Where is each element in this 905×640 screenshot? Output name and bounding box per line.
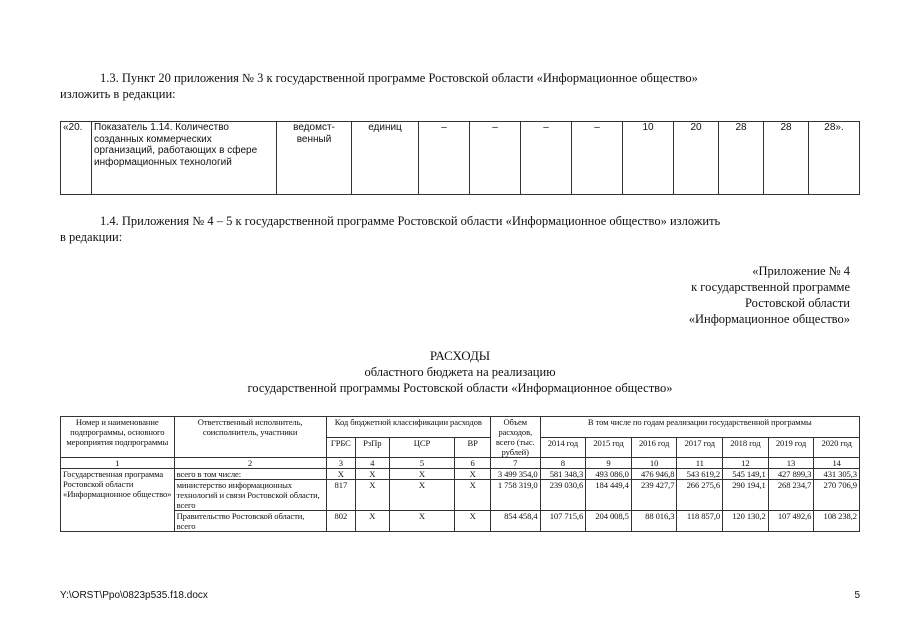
year-cell: 268 234,7 xyxy=(768,480,814,511)
appendix-header xyxy=(580,263,850,327)
csr-cell: X xyxy=(389,480,455,511)
column-number: 1 xyxy=(61,458,175,469)
executor-cell: Правительство Ростовской области, всего xyxy=(174,511,326,532)
rzpr-cell: X xyxy=(356,511,389,532)
table-row xyxy=(61,469,860,480)
indicator-unit: единиц xyxy=(352,122,419,195)
rzpr-cell: X xyxy=(356,469,389,480)
grbs-cell: X xyxy=(326,469,355,480)
appendix-line: Ростовской области xyxy=(745,296,850,310)
indicator-type: ведомст-венный xyxy=(277,122,352,195)
rzpr-cell: X xyxy=(356,480,389,511)
paragraph-1-4-line2: в редакции: xyxy=(60,230,123,244)
year-cell: 427 899,3 xyxy=(768,469,814,480)
column-number: 3 xyxy=(326,458,355,469)
executor-cell: всего в том числе: xyxy=(174,469,326,480)
column-number: 13 xyxy=(768,458,814,469)
appendix-line: «Приложение № 4 xyxy=(752,264,850,278)
heading-line3: государственной программы Ростовской области «Информационное общество» xyxy=(247,381,673,395)
total-cell: 3 499 354,0 xyxy=(490,469,540,480)
paragraph-1-3-line2: изложить в редакции: xyxy=(60,87,176,101)
header-grbs: ГРБС xyxy=(326,437,355,458)
year-cell: 88 016,3 xyxy=(631,511,677,532)
column-number: 8 xyxy=(540,458,586,469)
column-number: 4 xyxy=(356,458,389,469)
header-years-group: В том числе по годам реализации государственной программы xyxy=(540,417,859,438)
column-number-row xyxy=(61,458,860,469)
year-cell: 204 008,5 xyxy=(586,511,632,532)
header-executor: Ответственный исполнитель, соисполнитель, участники xyxy=(174,417,326,458)
year-cell: 493 086,0 xyxy=(586,469,632,480)
indicator-value-2020: 28 xyxy=(719,122,764,195)
header-year-2018: 2018 год xyxy=(723,437,769,458)
year-cell: 118 857,0 xyxy=(677,511,723,532)
appendix-line: к государственной программе xyxy=(691,280,850,294)
year-cell: 108 238,2 xyxy=(814,511,860,532)
indicator-name: Показатель 1.14. Количество созданных коммерческих организаций, работающих в сфере информационных технологий xyxy=(92,122,277,195)
indicator-value-2018: 10 xyxy=(623,122,674,195)
year-cell: 266 275,6 xyxy=(677,480,723,511)
year-cell: 290 194,1 xyxy=(723,480,769,511)
header-year-2017: 2017 год xyxy=(677,437,723,458)
vr-cell: X xyxy=(455,469,490,480)
header-program: Номер и наименование подпрограммы, основного мероприятия подпрограммы xyxy=(61,417,175,458)
page-number: 5 xyxy=(854,590,860,601)
header-year-2019: 2019 год xyxy=(768,437,814,458)
csr-cell: X xyxy=(389,469,455,480)
year-cell: 543 619,2 xyxy=(677,469,723,480)
indicator-value-2015: – xyxy=(470,122,521,195)
vr-cell: X xyxy=(455,511,490,532)
vr-cell: X xyxy=(455,480,490,511)
csr-cell: X xyxy=(389,511,455,532)
indicator-table xyxy=(60,121,860,195)
indicator-value-2014: – xyxy=(419,122,470,195)
section-heading xyxy=(60,348,860,396)
year-cell: 239 427,7 xyxy=(631,480,677,511)
total-cell: 1 758 319,0 xyxy=(490,480,540,511)
header-csr: ЦСР xyxy=(389,437,455,458)
year-cell: 107 715,6 xyxy=(540,511,586,532)
appendix-line: «Информационное общество» xyxy=(688,312,850,326)
column-number: 5 xyxy=(389,458,455,469)
header-volume: Объем расходов, всего (тыс. рублей) xyxy=(490,417,540,458)
header-rzpr: РзПр xyxy=(356,437,389,458)
column-number: 12 xyxy=(723,458,769,469)
paragraph-1-3 xyxy=(60,70,860,102)
column-number: 14 xyxy=(814,458,860,469)
year-cell: 184 449,4 xyxy=(586,480,632,511)
year-cell: 581 348,3 xyxy=(540,469,586,480)
column-number: 7 xyxy=(490,458,540,469)
column-number: 6 xyxy=(455,458,490,469)
indicator-value-2021: 28 xyxy=(764,122,809,195)
year-cell: 107 492,6 xyxy=(768,511,814,532)
indicator-value-2017: – xyxy=(572,122,623,195)
header-code-group: Код бюджетной классификации расходов xyxy=(326,417,490,438)
budget-header-row xyxy=(61,417,860,438)
paragraph-1-3-line1: 1.3. Пункт 20 приложения № 3 к государственной программе Ростовской области «Информационное общество» xyxy=(100,71,698,85)
paragraph-1-4 xyxy=(60,213,860,245)
table-row xyxy=(61,480,860,511)
column-number: 10 xyxy=(631,458,677,469)
year-cell: 431 305,3 xyxy=(814,469,860,480)
indicator-value-2016: – xyxy=(521,122,572,195)
indicator-number: «20. xyxy=(61,122,92,195)
indicator-value-2022: 28». xyxy=(809,122,860,195)
indicator-value-2019: 20 xyxy=(674,122,719,195)
executor-cell: министерство информационных технологий и связи Ростовской области, всего xyxy=(174,480,326,511)
budget-table xyxy=(60,416,860,532)
year-cell: 270 706,9 xyxy=(814,480,860,511)
column-number: 2 xyxy=(174,458,326,469)
header-vr: ВР xyxy=(455,437,490,458)
header-year-2014: 2014 год xyxy=(540,437,586,458)
column-number: 9 xyxy=(586,458,632,469)
grbs-cell: 802 xyxy=(326,511,355,532)
paragraph-1-4-line1: 1.4. Приложения № 4 – 5 к государственной программе Ростовской области «Информационное общество» изложить xyxy=(100,214,721,228)
footer-file-path: Y:\ORST\Ppo\0823p535.f18.docx xyxy=(60,590,208,601)
year-cell: 476 946,8 xyxy=(631,469,677,480)
indicator-row xyxy=(61,122,860,195)
heading-line2: областного бюджета на реализацию xyxy=(364,365,556,379)
program-name: Государственная программа Ростовской области «Информационное общество» xyxy=(61,469,175,532)
header-year-2016: 2016 год xyxy=(631,437,677,458)
column-number: 11 xyxy=(677,458,723,469)
header-year-2015: 2015 год xyxy=(586,437,632,458)
header-year-2020: 2020 год xyxy=(814,437,860,458)
year-cell: 545 149,1 xyxy=(723,469,769,480)
year-cell: 120 130,2 xyxy=(723,511,769,532)
total-cell: 854 458,4 xyxy=(490,511,540,532)
table-row xyxy=(61,511,860,532)
heading-title: РАСХОДЫ xyxy=(429,348,491,363)
grbs-cell: 817 xyxy=(326,480,355,511)
year-cell: 239 030,6 xyxy=(540,480,586,511)
